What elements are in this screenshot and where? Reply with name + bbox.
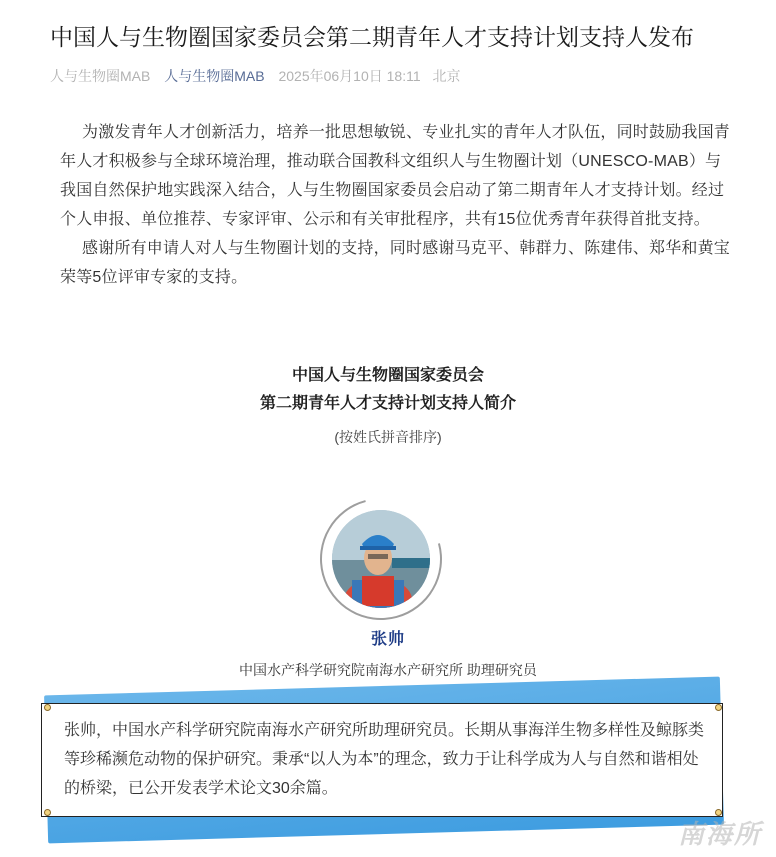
- article-paragraph: 感谢所有申请人对人与生物圈计划的支持，同时感谢马克平、韩群力、陈建伟、郑华和黄宝荣等5位评审专家的支持。: [60, 240, 731, 286]
- profile-affiliation: 中国水产科学研究院南海水产研究所 助理研究员: [239, 662, 537, 678]
- portrait-photo: [332, 510, 430, 608]
- article-paragraph: 为激发青年人才创新活力，培养一批思想敏锐、专业扎实的青年人才队伍，同时鼓励我国青年人才积极参与全球环境治理，推动联合国教科文组织人与生物圈计划（UNESCO-MAB）与我国自然保护地实践深入结合，人与生物圈国家委员会启动了第二期青年人才支持计划。经过个人申报、单位推荐、专家评审、公示和有关审批程序，共有15位优秀青年获得首批支持。: [60, 124, 731, 228]
- watermark-logo: 南海所: [677, 820, 762, 850]
- profile-name: 张帅: [370, 631, 405, 648]
- article-meta: [50, 66, 461, 86]
- account-link[interactable]: 人与生物圈MAB: [164, 68, 265, 84]
- bio-card: [41, 703, 723, 817]
- publish-location: 北京: [432, 68, 461, 84]
- card-corner-dot: [715, 704, 722, 711]
- intro-heading-2: 第二期青年人才支持计划支持人简介: [259, 395, 516, 412]
- intro-subheading: (按姓氏拼音排序): [334, 429, 442, 445]
- article-body: [60, 118, 730, 292]
- card-corner-dot: [44, 704, 51, 711]
- portrait-illustration: [332, 510, 430, 608]
- intro-heading: 中国人与生物圈国家委员会: [291, 367, 484, 384]
- publish-datetime: 2025年06月10日 18:11: [278, 68, 421, 84]
- article-title: 中国人与生物圈国家委员会第二期青年人才支持计划支持人发布: [50, 24, 694, 50]
- bio-text: 张帅，中国水产科学研究院南海水产研究所助理研究员。长期从事海洋生物多样性及鲸豚类等珍稀濒危动物的保护研究。秉承“以人为本”的理念，致力于让科学成为人与自然和谐相处的桥梁，已公开发表学术论文30余篇。: [64, 722, 705, 797]
- profile-avatar: [320, 498, 444, 622]
- intro-section: [0, 362, 776, 452]
- card-corner-dot: [44, 809, 51, 816]
- author-name: 人与生物圈MAB: [50, 68, 151, 84]
